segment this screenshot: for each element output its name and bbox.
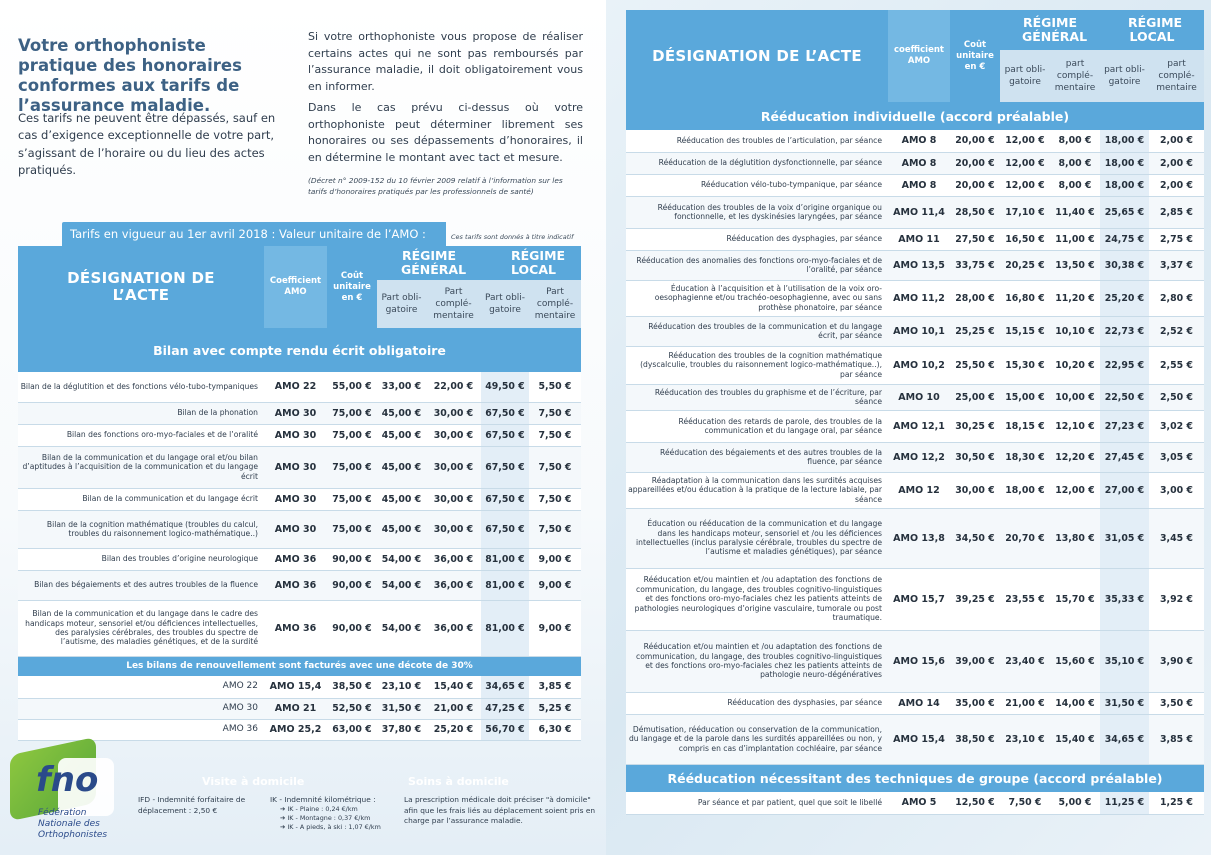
regime-general-complementaire-cell: 36,00 € bbox=[426, 570, 481, 600]
regime-local-complementaire-cell: 9,00 € bbox=[529, 570, 581, 600]
coefficient-cell: AMO 8 bbox=[888, 130, 950, 152]
regime-local-complementaire-cell: 3,05 € bbox=[1149, 442, 1204, 472]
regime-general-header: RÉGIME GÉNÉRAL bbox=[377, 246, 481, 280]
regime-general-complementaire-cell: 8,00 € bbox=[1050, 174, 1100, 196]
coefficient-cell: AMO 22 bbox=[264, 372, 327, 402]
section-header bbox=[18, 328, 581, 372]
regime-local-complementaire-cell: 7,50 € bbox=[529, 510, 581, 548]
regime-local-complementaire-cell: 2,52 € bbox=[1149, 316, 1204, 346]
coefficient-cell: AMO 8 bbox=[888, 174, 950, 196]
regime-local-complementaire-cell: 2,55 € bbox=[1149, 346, 1204, 384]
regime-local-obligatoire-cell: 18,00 € bbox=[1100, 152, 1149, 174]
row-label: Rééducation et/ou maintien et /ou adaptation des fonctions de communication, du langage, des troubles cognitivo-linguistiques et des fonctions oro-myo-faciales chez les patients atteints de pathologie neuro-dégénératives bbox=[626, 630, 888, 692]
regime-general-obligatoire-cell: 7,50 € bbox=[1000, 792, 1050, 814]
row-label: Bilan de la communication et du langage dans le cadre des handicaps moteur, sensoriel et/ou déficiences intellectuelles, des paralysies cérébrales, des troubles du spectre de l’autisme, des maladies génétiques, et de la surdité bbox=[18, 600, 264, 656]
cout-cell: 39,25 € bbox=[950, 568, 1000, 630]
regime-general-complementaire-cell: 10,10 € bbox=[1050, 316, 1100, 346]
coefficient-cell: AMO 30 bbox=[264, 402, 327, 424]
regime-general-complementaire-cell: 13,50 € bbox=[1050, 250, 1100, 280]
cout-cell: 35,00 € bbox=[950, 692, 1000, 714]
ik-plaine: ➔ IK - Plaine : 0,24 €/km bbox=[280, 805, 358, 813]
regime-general-complementaire-cell: 11,00 € bbox=[1050, 228, 1100, 250]
regime-local-obligatoire-cell: 22,95 € bbox=[1100, 346, 1149, 384]
row-label: Rééducation des dysphagies, par séance bbox=[626, 228, 888, 250]
part-obligatoire-header: part obli-gatoire bbox=[1000, 50, 1050, 102]
coefficient-cell: AMO 5 bbox=[888, 792, 950, 814]
cout-cell: 30,25 € bbox=[950, 410, 1000, 442]
part-obligatoire-header: part obli-gatoire bbox=[1100, 50, 1149, 102]
regime-local-obligatoire-cell: 34,65 € bbox=[481, 676, 529, 698]
regime-local-obligatoire-cell: 11,25 € bbox=[1100, 792, 1149, 814]
regime-local-header: RÉGIME LOCAL bbox=[481, 246, 581, 280]
regime-general-complementaire-cell: 30,00 € bbox=[426, 488, 481, 510]
part-complementaire-header: part complé-mentaire bbox=[1149, 50, 1204, 102]
regime-general-header: RÉGIME GÉNÉRAL bbox=[1000, 10, 1100, 50]
regime-local-complementaire-cell: 2,50 € bbox=[1149, 384, 1204, 410]
cout-cell: 63,00 € bbox=[327, 719, 377, 740]
coefficient-cell: AMO 15,7 bbox=[888, 568, 950, 630]
regime-general-complementaire-cell: 36,00 € bbox=[426, 548, 481, 570]
regime-general-complementaire-cell: 5,00 € bbox=[1050, 792, 1100, 814]
regime-general-obligatoire-cell: 23,55 € bbox=[1000, 568, 1050, 630]
table-row bbox=[626, 196, 1204, 228]
regime-general-obligatoire-cell: 23,40 € bbox=[1000, 630, 1050, 692]
regime-local-complementaire-cell: 2,85 € bbox=[1149, 196, 1204, 228]
regime-local-complementaire-cell: 3,85 € bbox=[529, 676, 581, 698]
regime-local-obligatoire-cell: 27,00 € bbox=[1100, 472, 1149, 508]
cout-cell: 20,00 € bbox=[950, 152, 1000, 174]
row-label: Rééducation des bégaiements et des autres troubles de la fluence, par séance bbox=[626, 442, 888, 472]
cout-cell: 90,00 € bbox=[327, 600, 377, 656]
part-complementaire-header: Part complé-mentaire bbox=[426, 280, 481, 328]
tarif-note: Ces tarifs sont donnés à titre indicatif bbox=[451, 233, 574, 241]
table-row bbox=[18, 424, 581, 446]
table-row bbox=[18, 676, 581, 698]
cout-cell: 28,00 € bbox=[950, 280, 1000, 316]
row-label: Bilan des bégaiements et des autres troubles de la fluence bbox=[18, 570, 264, 600]
cout-cell: 28,50 € bbox=[950, 196, 1000, 228]
regime-local-complementaire-cell: 3,50 € bbox=[1149, 692, 1204, 714]
regime-general-complementaire-cell: 10,20 € bbox=[1050, 346, 1100, 384]
cout-cell: 38,50 € bbox=[950, 714, 1000, 764]
table-row bbox=[626, 152, 1204, 174]
regime-general-complementaire-cell: 8,00 € bbox=[1050, 152, 1100, 174]
table-row bbox=[626, 174, 1204, 196]
row-label: AMO 30 bbox=[18, 698, 264, 719]
coefficient-cell: AMO 12 bbox=[888, 472, 950, 508]
regime-general-obligatoire-cell: 45,00 € bbox=[377, 488, 426, 510]
regime-local-obligatoire-cell: 67,50 € bbox=[481, 424, 529, 446]
regime-local-obligatoire-cell: 31,05 € bbox=[1100, 508, 1149, 568]
regime-general-obligatoire-cell: 15,15 € bbox=[1000, 316, 1050, 346]
intro-paragraph-2: Si votre orthophoniste vous propose de réaliser certains actes qui ne sont pas remboursés par l’assurance maladie, il doit obligatoirement vous en informer. bbox=[308, 30, 583, 94]
row-label: Éducation à l’acquisition et à l’utilisation de la voix oro-oesophagienne et/ou trachéo-oesophagienne, avec ou sans prothèse phonatoire, par séance bbox=[626, 280, 888, 316]
cout-cell: 30,50 € bbox=[950, 442, 1000, 472]
regime-local-complementaire-cell: 3,92 € bbox=[1149, 568, 1204, 630]
table-row bbox=[18, 548, 581, 570]
row-label: Réadaptation à la communication dans les surdités acquises appareillées et/ou éducation à la pratique de la lecture labiale, par séance bbox=[626, 472, 888, 508]
coefficient-cell: AMO 21 bbox=[264, 698, 327, 719]
regime-general-obligatoire-cell: 23,10 € bbox=[1000, 714, 1050, 764]
regime-local-obligatoire-cell: 22,73 € bbox=[1100, 316, 1149, 346]
coefficient-cell: AMO 15,6 bbox=[888, 630, 950, 692]
regime-local-obligatoire-cell: 47,25 € bbox=[481, 698, 529, 719]
regime-local-obligatoire-cell: 27,23 € bbox=[1100, 410, 1149, 442]
coefficient-cell: AMO 12,1 bbox=[888, 410, 950, 442]
regime-local-obligatoire-cell: 18,00 € bbox=[1100, 130, 1149, 152]
regime-general-complementaire-cell: 12,00 € bbox=[1050, 472, 1100, 508]
table-row bbox=[18, 488, 581, 510]
row-label: Rééducation des dysphasies, par séance bbox=[626, 692, 888, 714]
row-label: Bilan de la cognition mathématique (troubles du calcul, troubles du raisonnement logico-mathématique..) bbox=[18, 510, 264, 548]
designation-header: DÉSIGNATION DE L’ACTE bbox=[626, 10, 888, 102]
regime-local-complementaire-cell: 3,00 € bbox=[1149, 472, 1204, 508]
regime-local-complementaire-cell: 5,50 € bbox=[529, 372, 581, 402]
regime-local-complementaire-cell: 2,75 € bbox=[1149, 228, 1204, 250]
coefficient-cell: AMO 30 bbox=[264, 446, 327, 488]
cout-cell: 38,50 € bbox=[327, 676, 377, 698]
regime-local-obligatoire-cell: 24,75 € bbox=[1100, 228, 1149, 250]
regime-general-complementaire-cell: 11,20 € bbox=[1050, 280, 1100, 316]
regime-general-complementaire-cell: 22,00 € bbox=[426, 372, 481, 402]
regime-local-obligatoire-cell: 34,65 € bbox=[1100, 714, 1149, 764]
designation-header: DÉSIGNATION DE L’ACTE bbox=[18, 246, 264, 328]
logo-line-2: Nationale des bbox=[38, 819, 100, 829]
table-row bbox=[626, 410, 1204, 442]
row-label: Éducation ou rééducation de la communication et du langage dans les handicaps moteur, sensoriel et /ou les déficiences intellectuelles (inclus paralysie cérébrale, troubles du spectre de l’autisme et maladies génétiques), par séance bbox=[626, 508, 888, 568]
intro-title: Votre orthophoniste pratique des honoraires conformes aux tarifs de l’assurance maladie. bbox=[18, 36, 242, 115]
regime-local-complementaire-cell: 7,50 € bbox=[529, 446, 581, 488]
coefficient-cell: AMO 13,5 bbox=[888, 250, 950, 280]
coefficient-cell: AMO 30 bbox=[264, 488, 327, 510]
table-row bbox=[626, 692, 1204, 714]
cout-cell: 90,00 € bbox=[327, 570, 377, 600]
coefficient-cell: AMO 14 bbox=[888, 692, 950, 714]
row-label: Rééducation vélo-tubo-tympanique, par séance bbox=[626, 174, 888, 196]
regime-local-obligatoire-cell: 35,10 € bbox=[1100, 630, 1149, 692]
row-label: Rééducation des troubles de la communication et du langage écrit, par séance bbox=[626, 316, 888, 346]
regime-local-complementaire-cell: 3,37 € bbox=[1149, 250, 1204, 280]
row-label: AMO 36 bbox=[18, 719, 264, 740]
coefficient-cell: AMO 36 bbox=[264, 600, 327, 656]
cout-cell: 20,00 € bbox=[950, 174, 1000, 196]
regime-general-obligatoire-cell: 18,15 € bbox=[1000, 410, 1050, 442]
table-row bbox=[626, 346, 1204, 384]
regime-local-complementaire-cell: 1,25 € bbox=[1149, 792, 1204, 814]
coefficient-cell: AMO 15,4 bbox=[888, 714, 950, 764]
part-obligatoire-header: Part obli-gatoire bbox=[377, 280, 426, 328]
regime-general-obligatoire-cell: 12,00 € bbox=[1000, 174, 1050, 196]
row-label: Rééducation des retards de parole, des troubles de la communication et du langage oral, par séance bbox=[626, 410, 888, 442]
cout-cell: 75,00 € bbox=[327, 510, 377, 548]
cout-cell: 25,50 € bbox=[950, 346, 1000, 384]
regime-local-obligatoire-cell: 31,50 € bbox=[1100, 692, 1149, 714]
coefficient-cell: AMO 30 bbox=[264, 510, 327, 548]
table-row bbox=[626, 250, 1204, 280]
regime-local-complementaire-cell: 7,50 € bbox=[529, 424, 581, 446]
coefficient-cell: AMO 11,2 bbox=[888, 280, 950, 316]
section-header bbox=[626, 764, 1204, 792]
row-label: Bilan des troubles d’origine neurologique bbox=[18, 548, 264, 570]
regime-local-obligatoire-cell: 81,00 € bbox=[481, 600, 529, 656]
coefficient-cell: AMO 36 bbox=[264, 570, 327, 600]
logo-line-1: Fédération bbox=[38, 808, 87, 818]
regime-general-obligatoire-cell: 15,30 € bbox=[1000, 346, 1050, 384]
regime-local-header: RÉGIME LOCAL bbox=[1100, 10, 1204, 50]
table-row bbox=[18, 446, 581, 488]
table-row bbox=[18, 570, 581, 600]
regime-local-obligatoire-cell: 30,38 € bbox=[1100, 250, 1149, 280]
regime-general-obligatoire-cell: 45,00 € bbox=[377, 402, 426, 424]
table-row bbox=[626, 792, 1204, 814]
table-row bbox=[626, 472, 1204, 508]
coefficient-cell: AMO 10,1 bbox=[888, 316, 950, 346]
regime-general-obligatoire-cell: 37,80 € bbox=[377, 719, 426, 740]
cout-cell: 75,00 € bbox=[327, 446, 377, 488]
coefficient-cell: AMO 15,4 bbox=[264, 676, 327, 698]
regime-local-obligatoire-cell: 49,50 € bbox=[481, 372, 529, 402]
cout-cell: 34,50 € bbox=[950, 508, 1000, 568]
regime-local-obligatoire-cell: 35,33 € bbox=[1100, 568, 1149, 630]
regime-general-obligatoire-cell: 54,00 € bbox=[377, 548, 426, 570]
regime-general-obligatoire-cell: 23,10 € bbox=[377, 676, 426, 698]
regime-local-complementaire-cell: 3,85 € bbox=[1149, 714, 1204, 764]
regime-local-obligatoire-cell: 25,20 € bbox=[1100, 280, 1149, 316]
table-row bbox=[18, 698, 581, 719]
table-row bbox=[626, 442, 1204, 472]
coefficient-cell: AMO 13,8 bbox=[888, 508, 950, 568]
cout-header: Coût unitaire en € bbox=[950, 10, 1000, 102]
regime-local-complementaire-cell: 2,00 € bbox=[1149, 174, 1204, 196]
regime-local-complementaire-cell: 2,00 € bbox=[1149, 152, 1204, 174]
regime-general-obligatoire-cell: 20,25 € bbox=[1000, 250, 1050, 280]
row-label: Rééducation et/ou maintien et /ou adaptation des fonctions de communication, du langage, des troubles cognitivo-linguistiques et des fonctions oro-myo-faciales chez les patients atteints de pathologies neurologiques d’origine vasculaire, tumorale ou post traumatique. bbox=[626, 568, 888, 630]
regime-local-obligatoire-cell: 27,45 € bbox=[1100, 442, 1149, 472]
regime-general-complementaire-cell: 36,00 € bbox=[426, 600, 481, 656]
cout-cell: 25,00 € bbox=[950, 384, 1000, 410]
regime-general-complementaire-cell: 8,00 € bbox=[1050, 130, 1100, 152]
regime-general-obligatoire-cell: 45,00 € bbox=[377, 510, 426, 548]
regime-local-obligatoire-cell: 67,50 € bbox=[481, 488, 529, 510]
regime-local-complementaire-cell: 5,25 € bbox=[529, 698, 581, 719]
table-row bbox=[626, 568, 1204, 630]
cout-cell: 30,00 € bbox=[950, 472, 1000, 508]
regime-local-obligatoire-cell: 81,00 € bbox=[481, 570, 529, 600]
regime-general-complementaire-cell: 12,20 € bbox=[1050, 442, 1100, 472]
part-complementaire-header: Part complé-mentaire bbox=[529, 280, 581, 328]
coefficient-cell: AMO 12,2 bbox=[888, 442, 950, 472]
regime-local-obligatoire-cell: 67,50 € bbox=[481, 446, 529, 488]
bottom-info bbox=[130, 773, 598, 853]
regime-general-obligatoire-cell: 33,00 € bbox=[377, 372, 426, 402]
table-row bbox=[626, 508, 1204, 568]
section-title: Rééducation nécessitant des techniques de groupe (accord préalable) bbox=[626, 764, 1204, 792]
ik-montagne: ➔ IK - Montagne : 0,37 €/km bbox=[280, 814, 371, 822]
table-row bbox=[626, 130, 1204, 152]
row-label: Rééducation des troubles de l’articulation, par séance bbox=[626, 130, 888, 152]
row-label: Démutisation, rééducation ou conservation de la communication, du langage et de la parole dans les surdités appareillées ou non, y compris en cas d’implantation cochléaire, par séance bbox=[626, 714, 888, 764]
regime-general-obligatoire-cell: 21,00 € bbox=[1000, 692, 1050, 714]
regime-general-obligatoire-cell: 45,00 € bbox=[377, 424, 426, 446]
section-title: Bilan avec compte rendu écrit obligatoire bbox=[18, 328, 581, 372]
row-label: Rééducation des troubles de la voix d’origine organique ou fonctionnelle, et les dyskinésies laryngées, par séance bbox=[626, 196, 888, 228]
regime-general-obligatoire-cell: 31,50 € bbox=[377, 698, 426, 719]
row-label: Rééducation des anomalies des fonctions oro-myo-faciales et de l’oralité, par séance bbox=[626, 250, 888, 280]
regime-local-complementaire-cell: 2,00 € bbox=[1149, 130, 1204, 152]
fno-logo bbox=[6, 738, 136, 853]
regime-general-complementaire-cell: 14,00 € bbox=[1050, 692, 1100, 714]
row-label: AMO 22 bbox=[18, 676, 264, 698]
bilan-table bbox=[18, 246, 581, 741]
regime-local-complementaire-cell: 7,50 € bbox=[529, 402, 581, 424]
cout-cell: 75,00 € bbox=[327, 402, 377, 424]
regime-general-obligatoire-cell: 16,50 € bbox=[1000, 228, 1050, 250]
regime-general-obligatoire-cell: 15,00 € bbox=[1000, 384, 1050, 410]
regime-local-complementaire-cell: 2,80 € bbox=[1149, 280, 1204, 316]
table-row bbox=[626, 714, 1204, 764]
part-obligatoire-header: Part obli-gatoire bbox=[481, 280, 529, 328]
ifd-text: IFD - Indemnité forfaitaire de déplacement : 2,50 € bbox=[138, 795, 246, 815]
regime-general-complementaire-cell: 30,00 € bbox=[426, 446, 481, 488]
row-label: Bilan de la communication et du langage écrit bbox=[18, 488, 264, 510]
coefficient-cell: AMO 36 bbox=[264, 548, 327, 570]
table-row bbox=[18, 402, 581, 424]
regime-general-complementaire-cell: 13,80 € bbox=[1050, 508, 1100, 568]
ik-pieds: ➔ IK - A pieds, à ski : 1,07 €/km bbox=[280, 823, 381, 831]
part-complementaire-header: part complé-mentaire bbox=[1050, 50, 1100, 102]
regime-local-complementaire-cell: 9,00 € bbox=[529, 600, 581, 656]
regime-local-obligatoire-cell: 67,50 € bbox=[481, 510, 529, 548]
regime-local-obligatoire-cell: 22,50 € bbox=[1100, 384, 1149, 410]
coefficient-cell: AMO 25,2 bbox=[264, 719, 327, 740]
cout-cell: 27,50 € bbox=[950, 228, 1000, 250]
regime-general-complementaire-cell: 30,00 € bbox=[426, 510, 481, 548]
regime-local-complementaire-cell: 3,45 € bbox=[1149, 508, 1204, 568]
soins-title: Soins à domicile bbox=[408, 775, 509, 788]
reeducation-table bbox=[626, 10, 1204, 815]
table-row bbox=[18, 510, 581, 548]
cout-cell: 39,00 € bbox=[950, 630, 1000, 692]
section-header bbox=[626, 102, 1204, 130]
cout-cell: 55,00 € bbox=[327, 372, 377, 402]
regime-general-complementaire-cell: 15,60 € bbox=[1050, 630, 1100, 692]
regime-general-obligatoire-cell: 16,80 € bbox=[1000, 280, 1050, 316]
row-label: Bilan des fonctions oro-myo-faciales et de l’oralité bbox=[18, 424, 264, 446]
cout-cell: 33,75 € bbox=[950, 250, 1000, 280]
coefficient-cell: AMO 8 bbox=[888, 152, 950, 174]
regime-local-complementaire-cell: 3,90 € bbox=[1149, 630, 1204, 692]
table-row bbox=[626, 384, 1204, 410]
regime-general-complementaire-cell: 10,00 € bbox=[1050, 384, 1100, 410]
regime-general-complementaire-cell: 25,20 € bbox=[426, 719, 481, 740]
table-row bbox=[626, 228, 1204, 250]
logo-line-3: Orthophonistes bbox=[38, 830, 108, 840]
cout-cell: 52,50 € bbox=[327, 698, 377, 719]
coefficient-cell: AMO 10,2 bbox=[888, 346, 950, 384]
intro-paragraph-3: Dans le cas prévu ci-dessus où votre orthophoniste peut déterminer librement ses honoraires ou ses dépassements d’honoraires, il en détermine le montant avec tact et mesure. bbox=[308, 101, 583, 165]
regime-general-obligatoire-cell: 54,00 € bbox=[377, 570, 426, 600]
regime-general-obligatoire-cell: 18,00 € bbox=[1000, 472, 1050, 508]
regime-local-complementaire-cell: 9,00 € bbox=[529, 548, 581, 570]
regime-general-obligatoire-cell: 54,00 € bbox=[377, 600, 426, 656]
regime-general-complementaire-cell: 30,00 € bbox=[426, 402, 481, 424]
regime-general-obligatoire-cell: 17,10 € bbox=[1000, 196, 1050, 228]
regime-local-complementaire-cell: 6,30 € bbox=[529, 719, 581, 740]
tarif-banner: Tarifs en vigueur au 1er avril 2018 : Valeur unitaire de l’AMO : bbox=[62, 222, 446, 246]
visite-title: Visite à domicile bbox=[202, 775, 305, 788]
cout-cell: 75,00 € bbox=[327, 424, 377, 446]
table-row bbox=[626, 630, 1204, 692]
cout-cell: 25,25 € bbox=[950, 316, 1000, 346]
regime-local-obligatoire-cell: 81,00 € bbox=[481, 548, 529, 570]
regime-general-complementaire-cell: 15,70 € bbox=[1050, 568, 1100, 630]
row-label: Par séance et par patient, quel que soit le libellé bbox=[626, 792, 888, 814]
soins-text: La prescription médicale doit préciser "à domicile" afin que les frais liés au déplacement soient pris en charge par l’assurance maladie. bbox=[404, 795, 596, 825]
logo-subtitle bbox=[38, 808, 107, 841]
section-title: Rééducation individuelle (accord préalable) bbox=[626, 102, 1204, 130]
decret-note: (Décret n° 2009-152 du 10 février 2009 relatif à l’information sur les tarifs d’honoraires pratiqués par les professionnels de santé) bbox=[308, 176, 563, 196]
section-title: Les bilans de renouvellement sont facturés avec une décote de 30% bbox=[18, 656, 581, 676]
cout-cell: 90,00 € bbox=[327, 548, 377, 570]
row-label: Bilan de la communication et du langage oral et/ou bilan d’aptitudes à l’acquisition de la communication et du langage écrit bbox=[18, 446, 264, 488]
row-label: Rééducation des troubles du graphisme et de l’écriture, par séance bbox=[626, 384, 888, 410]
row-label: Rééducation de la déglutition dysfonctionnelle, par séance bbox=[626, 152, 888, 174]
regime-general-complementaire-cell: 15,40 € bbox=[1050, 714, 1100, 764]
row-label: Bilan de la déglutition et des fonctions vélo-tubo-tympaniques bbox=[18, 372, 264, 402]
table-row bbox=[18, 372, 581, 402]
regime-local-obligatoire-cell: 18,00 € bbox=[1100, 174, 1149, 196]
regime-general-obligatoire-cell: 20,70 € bbox=[1000, 508, 1050, 568]
logo-text: fno bbox=[36, 760, 99, 800]
regime-general-complementaire-cell: 21,00 € bbox=[426, 698, 481, 719]
regime-local-obligatoire-cell: 67,50 € bbox=[481, 402, 529, 424]
row-label: Rééducation des troubles de la cognition mathématique (dyscalculie, troubles du raisonnement logico-mathématique..), par séance bbox=[626, 346, 888, 384]
section-header bbox=[18, 656, 581, 676]
regime-general-obligatoire-cell: 12,00 € bbox=[1000, 152, 1050, 174]
coefficient-cell: AMO 30 bbox=[264, 424, 327, 446]
regime-general-obligatoire-cell: 45,00 € bbox=[377, 446, 426, 488]
regime-local-obligatoire-cell: 25,65 € bbox=[1100, 196, 1149, 228]
cout-cell: 12,50 € bbox=[950, 792, 1000, 814]
row-label: Bilan de la phonation bbox=[18, 402, 264, 424]
ik-text: IK - Indemnité kilométrique : bbox=[270, 795, 376, 804]
intro-paragraph-1: Ces tarifs ne peuvent être dépassés, sauf en cas d’exigence exceptionnelle de votre part, s’agissant de l’horaire ou du lieu des actes pratiqués. bbox=[18, 111, 276, 177]
coefficient-cell: AMO 10 bbox=[888, 384, 950, 410]
table-row bbox=[626, 280, 1204, 316]
regime-local-obligatoire-cell: 56,70 € bbox=[481, 719, 529, 740]
regime-general-obligatoire-cell: 12,00 € bbox=[1000, 130, 1050, 152]
table-row bbox=[18, 719, 581, 740]
regime-general-obligatoire-cell: 18,30 € bbox=[1000, 442, 1050, 472]
regime-general-complementaire-cell: 11,40 € bbox=[1050, 196, 1100, 228]
regime-general-complementaire-cell: 30,00 € bbox=[426, 424, 481, 446]
table-row bbox=[626, 316, 1204, 346]
regime-general-complementaire-cell: 12,10 € bbox=[1050, 410, 1100, 442]
regime-general-complementaire-cell: 15,40 € bbox=[426, 676, 481, 698]
regime-local-complementaire-cell: 3,02 € bbox=[1149, 410, 1204, 442]
coefficient-cell: AMO 11 bbox=[888, 228, 950, 250]
coefficient-header: Coefficient AMO bbox=[264, 246, 327, 328]
coefficient-cell: AMO 11,4 bbox=[888, 196, 950, 228]
cout-cell: 75,00 € bbox=[327, 488, 377, 510]
cout-cell: 20,00 € bbox=[950, 130, 1000, 152]
table-row bbox=[18, 600, 581, 656]
cout-header: Coût unitaire en € bbox=[327, 246, 377, 328]
coefficient-header: coefficient AMO bbox=[888, 10, 950, 102]
regime-local-complementaire-cell: 7,50 € bbox=[529, 488, 581, 510]
